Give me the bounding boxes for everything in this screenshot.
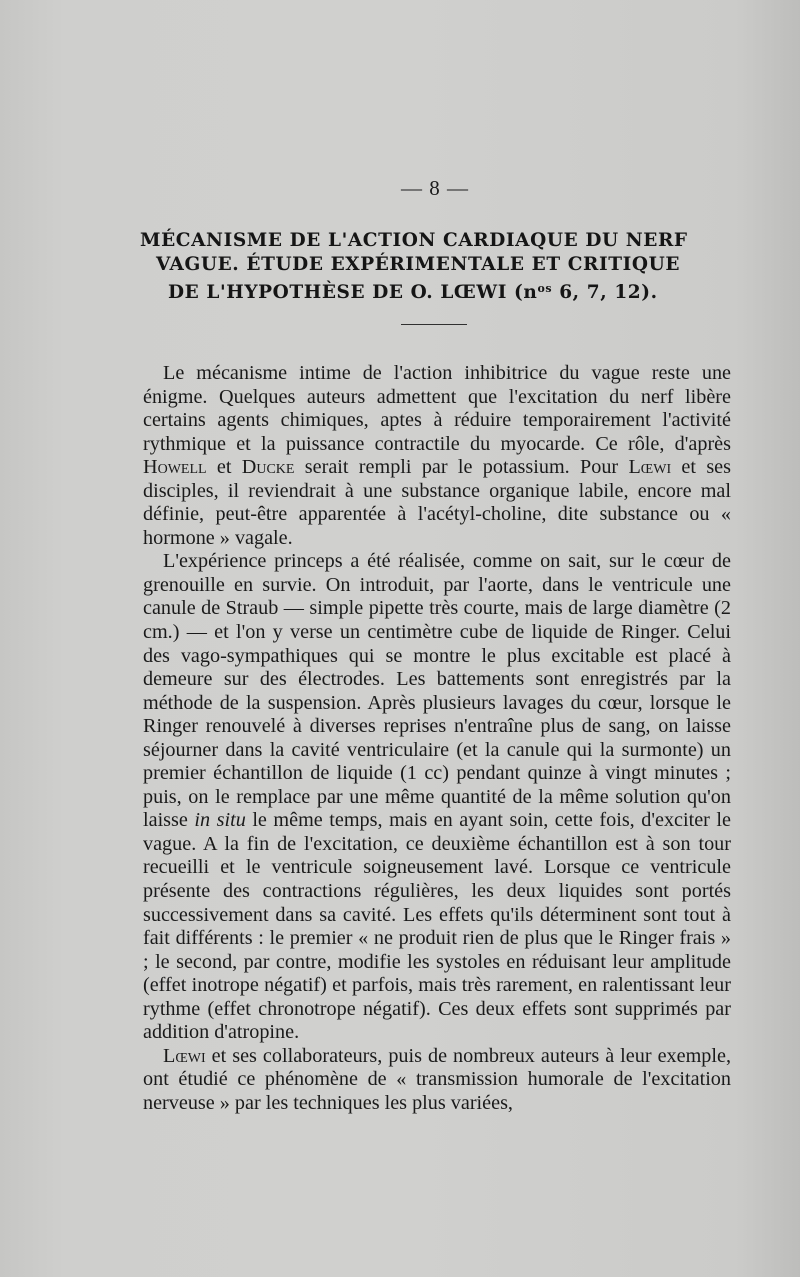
text-run: L'expérience princeps a été réalisée, comme on sait, sur le cœur de grenouille en survie. On introduit, par l'aorte, dans le ventricule une canule de Straub — simple pipette très courte, mais de large diamètre (2 cm.) — et l'on y verse un centimètre cube de liquide de Ringer. Celui des vago-sympathiques qui se montre le plus excitable est placé à demeure sur des électrodes. Les battements sont enregistrés par la méthode de la suspension. Après plusieurs lavages du cœur, lorsque le Ringer renouvelé à diverses reprises n'entraîne plus de sang, on laisse séjourner dans la cavité ventriculaire (et la canule qui la surmonte) un premier échantillon de liquide (1 cc) pendant quinze à vingt minutes ; puis, on le remplace par une même quantité de la même solution qu'on laisse (143, 550, 731, 832)
paragraph-1 (143, 362, 731, 550)
author-name-howell: Howell (143, 456, 207, 479)
title-line-3-end: 6, 7, 12). (552, 282, 658, 303)
author-name-loewi: Lœwi (628, 456, 672, 479)
text-run: et (206, 456, 242, 479)
text-run: et ses collaborateurs, puis de nombreux auteurs à leur exemple, ont étudié ce phénomène de « transmission humorale de l'excitation nerveuse » par les techniques les plus variées, (143, 1044, 731, 1114)
title-superscript: os (537, 282, 553, 295)
author-name-loewi: Lœwi (163, 1044, 206, 1067)
paragraph-2 (143, 550, 731, 1044)
text-run: et ses disciples, il reviendrait à une substance organique labile, encore mal définie, peut-être apparentée à l'acétyl-choline, dite substance ou « hormone » vagale. (143, 456, 731, 549)
title-divider (401, 324, 467, 325)
title-line-3 (140, 277, 740, 305)
text-run: Le mécanisme intime de l'action inhibitrice du vague reste une énigme. Quelques auteurs admettent que l'excitation du nerf libère certains agents chimiques, aptes à réduire temporairement l'activité rythmique et la puissance contractile du myocarde. Ce rôle, d'après (143, 362, 731, 455)
title-line-1: MÉCANISME DE L'ACTION CARDIAQUE DU NERF (140, 230, 688, 251)
body-text (143, 362, 731, 1116)
chapter-title (140, 229, 740, 305)
text-run: serait rempli par le potassium. Pour (294, 456, 629, 479)
page-number: — 8 — (401, 176, 469, 200)
title-line-3-start: DE L'HYPOTHÈSE DE O. LŒWI (n (168, 282, 538, 303)
italic-term-in-situ: in situ (194, 809, 246, 832)
title-line-2: VAGUE. ÉTUDE EXPÉRIMENTALE ET CRITIQUE (156, 254, 681, 275)
text-run: le même temps, mais en ayant soin, cette fois, d'exciter le vague. A la fin de l'excitation, ce deuxième échantillon est à son tour recueilli et le ventricule soigneusement lavé. Lorsque ce ventricule présente des contractions régulières, les deux liquides sont portés successivement dans sa cavité. Les effets qu'ils déterminent sont tout à fait différents : le premier « ne produit rien de plus que le Ringer frais » ; le second, par contre, modifie les systoles en réduisant leur amplitude (effet inotrope négatif) et parfois, mais très rarement, en ralentissant leur rythme (effet chronotrope négatif). Ces deux effets sont supprimés par addition d'atropine. (143, 809, 732, 1044)
author-name-ducke: Ducke (241, 456, 295, 479)
paragraph-3 (143, 1045, 731, 1116)
